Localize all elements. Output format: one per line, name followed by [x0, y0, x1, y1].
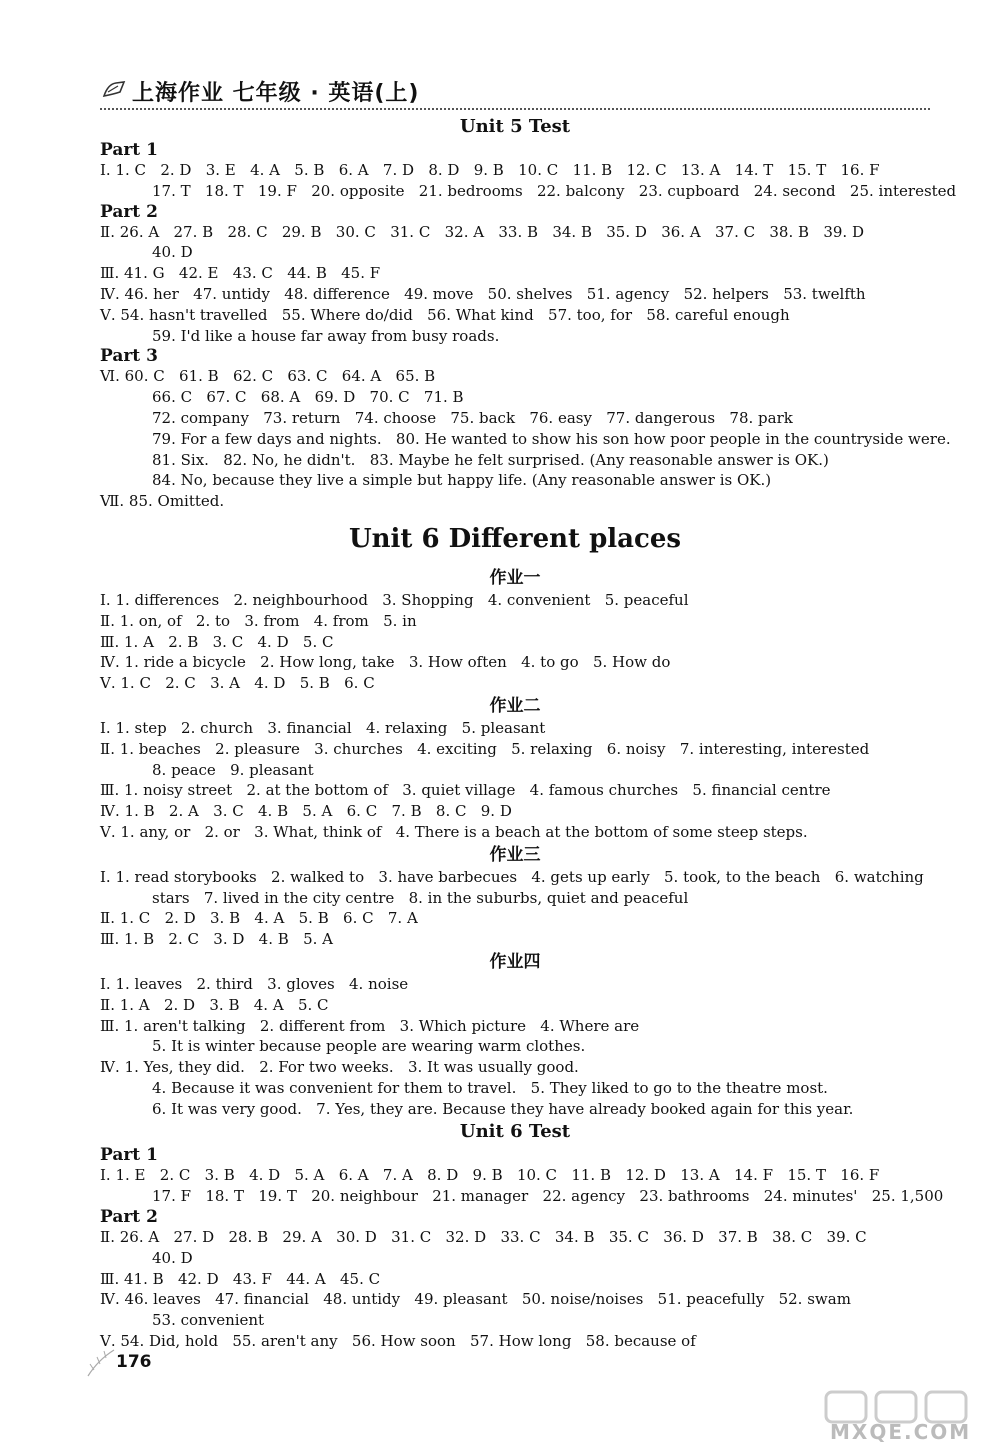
watermark-text: MXQE.COM	[830, 1420, 972, 1444]
answer-line: Ⅰ. 1. C 2. D 3. E 4. A 5. B 6. A 7. D 8. D 9. B 10. C 11. B 12. C 13. A 14. T 15. T 16. F	[100, 161, 880, 179]
test-title: Unit 5 Test	[459, 116, 571, 137]
answer-line: Ⅱ. 1. on, of 2. to 3. from 4. from 5. in	[100, 611, 417, 630]
answer-line: Ⅴ. 1. C 2. C 3. A 4. D 5. B 6. C	[100, 674, 375, 693]
running-header	[100, 70, 930, 110]
homework-title: 作业一	[489, 567, 541, 588]
answer-line: Ⅲ. 1. B 2. C 3. D 4. B 5. A	[100, 930, 333, 949]
answer-line: Ⅳ. 1. Yes, they did. 2. For two weeks. 3. It was usually good.	[100, 1058, 579, 1077]
homework-title: 作业二	[489, 695, 541, 716]
answer-line: Ⅲ. 41. B 42. D 43. F 44. A 45. C	[100, 1269, 381, 1288]
answer-line-continued: 6. It was very good. 7. Yes, they are. Because they have already booked again for this year.	[152, 1099, 854, 1118]
homework-title: 作业四	[489, 951, 541, 972]
answer-line-continued: 40. D	[152, 1248, 193, 1267]
answer-line: Ⅰ. 1. differences 2. neighbourhood 3. Shopping 4. convenient 5. peaceful	[100, 590, 689, 609]
header-rule	[100, 108, 930, 110]
answer-line: Ⅲ. 1. aren't talking 2. different from 3. Which picture 4. Where are	[100, 1016, 640, 1035]
answer-line: Ⅲ. 1. A 2. B 3. C 4. D 5. C	[100, 632, 334, 651]
part-heading: Part 1	[100, 1145, 158, 1166]
answer-line: Ⅳ. 46. leaves 47. financial 48. untidy 49. pleasant 50. noise/noises 51. peacefully 52. swam	[100, 1290, 851, 1309]
answer-line-continued: 72. company 73. return 74. choose 75. back 76. easy 77. dangerous 78. park	[152, 408, 793, 427]
answer-line-continued: 5. It is winter because people are wearing warm clothes.	[152, 1037, 586, 1056]
answer-line: Ⅴ. 54. hasn't travelled 55. Where do/did 56. What kind 57. too, for 58. careful enough	[100, 305, 790, 324]
answer-line-continued: 79. For a few days and nights. 80. He wanted to show his son how poor people in the countryside were.	[152, 429, 951, 448]
answer-line: Ⅳ. 1. ride a bicycle 2. How long, take 3. How often 4. to go 5. How do	[100, 653, 671, 672]
answer-line-continued: 84. No, because they live a simple but happy life. (Any reasonable answer is OK.)	[152, 471, 772, 490]
answer-line: Ⅱ. 1. C 2. D 3. B 4. A 5. B 6. C 7. A	[100, 909, 418, 928]
answer-line: Ⅳ. 46. her 47. untidy 48. difference 49. move 50. shelves 51. agency 52. helpers 53. twelfth	[100, 284, 866, 303]
part-heading: Part 2	[100, 201, 158, 222]
answer-line: Ⅱ. 26. A 27. B 28. C 29. B 30. C 31. C 32. A 33. B 34. B 35. D 36. A 37. C 38. B 39. D	[100, 222, 864, 241]
answer-line: Ⅳ. 1. B 2. A 3. C 4. B 5. A 6. C 7. B 8. C 9. D	[100, 802, 512, 821]
page-number: 176	[116, 1352, 152, 1372]
answer-line-continued: 81. Six. 82. No, he didn't. 83. Maybe he felt surprised. (Any reasonable answer is OK.)	[152, 450, 829, 469]
answer-line: Ⅱ. 26. A 27. D 28. B 29. A 30. D 31. C 32. D 33. C 34. B 35. C 36. D 37. B 38. C 39. C	[100, 1228, 867, 1247]
answer-line: Ⅰ. 1. E 2. C 3. B 4. D 5. A 6. A 7. A 8. D 9. B 10. C 11. B 12. D 13. A 14. F 15. T 16. F	[100, 1166, 880, 1185]
answer-line-continued: 4. Because it was convenient for them to travel. 5. They liked to go to the theatre most.	[152, 1078, 828, 1097]
answer-line-continued: 59. I'd like a house far away from busy roads.	[152, 326, 500, 345]
answer-line: Ⅴ. 54. Did, hold 55. aren't any 56. How soon 57. How long 58. because of	[100, 1332, 696, 1351]
answer-line-continued: 8. peace 9. pleasant	[152, 760, 314, 779]
answer-line: Ⅶ. 85. Omitted.	[100, 492, 225, 511]
test-title: Unit 6 Test	[459, 1121, 571, 1143]
answer-line-continued: 53. convenient	[152, 1311, 265, 1330]
book-icon	[102, 80, 126, 100]
answer-line: Ⅰ. 1. read storybooks 2. walked to 3. have barbecues 4. gets up early 5. took, to the beach 6. watching	[100, 867, 924, 886]
answer-line: Ⅱ. 1. A 2. D 3. B 4. A 5. C	[100, 995, 329, 1014]
answer-line-continued: 17. T 18. T 19. F 20. opposite 21. bedrooms 22. balcony 23. cupboard 24. second 25. interested	[152, 181, 957, 200]
answer-line-continued: 17. F 18. T 19. T 20. neighbour 21. manager 22. agency 23. bathrooms 24. minutes' 25. 1,500	[152, 1187, 944, 1206]
answer-line-continued: 66. C 67. C 68. A 69. D 70. C 71. B	[152, 388, 464, 407]
answer-line: Ⅲ. 41. G 42. E 43. C 44. B 45. F	[100, 264, 381, 283]
answer-line-continued: 40. D	[152, 243, 193, 262]
homework-title: 作业三	[489, 844, 541, 865]
answer-line: Ⅴ. 1. any, or 2. or 3. What, think of 4. There is a beach at the bottom of some steep steps.	[100, 822, 808, 841]
answer-line: Ⅲ. 1. noisy street 2. at the bottom of 3. quiet village 4. famous churches 5. financial centre	[100, 781, 831, 800]
answer-line: Ⅱ. 1. beaches 2. pleasure 3. churches 4. exciting 5. relaxing 6. noisy 7. interesting, interested	[100, 739, 870, 758]
answer-line-continued: stars 7. lived in the city centre 8. in the suburbs, quiet and peaceful	[152, 888, 689, 907]
unit-title: Unit 6 Different places	[348, 523, 682, 554]
part-heading: Part 2	[100, 1207, 158, 1228]
part-heading: Part 1	[100, 140, 158, 160]
answer-line: Ⅵ. 60. C 61. B 62. C 63. C 64. A 65. B	[100, 367, 436, 386]
header-title: 上海作业 七年级 · 英语(上)	[132, 81, 420, 106]
answer-line: Ⅰ. 1. step 2. church 3. financial 4. relaxing 5. pleasant	[100, 718, 546, 737]
answer-line: Ⅰ. 1. leaves 2. third 3. gloves 4. noise	[100, 974, 409, 993]
answer-key-content	[100, 114, 957, 1352]
part-heading: Part 3	[100, 346, 158, 367]
